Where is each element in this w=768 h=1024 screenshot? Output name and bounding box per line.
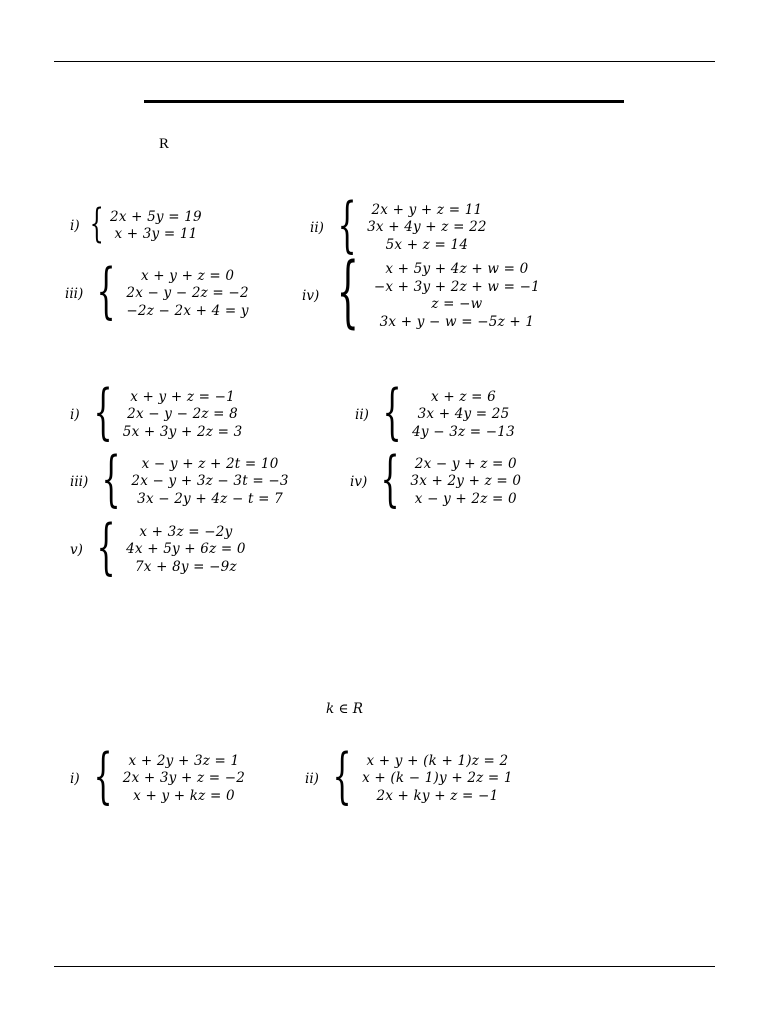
equation: 2x + ky + z = −1	[376, 787, 499, 804]
bottom-rule	[54, 966, 715, 967]
equation-list	[367, 202, 487, 255]
parameter-note: k ∈ R	[326, 701, 363, 717]
equation: −x + 3y + 2z + w = −1	[373, 278, 540, 295]
equation: 2x − y − 2z = −2	[126, 285, 249, 302]
system-2-v	[70, 512, 246, 582]
system-2-iv	[350, 444, 522, 514]
left-brace: {	[89, 201, 104, 247]
system-label: iv)	[302, 288, 320, 304]
equation: x + 3y = 11	[114, 226, 198, 242]
system-2-i	[70, 377, 243, 447]
equation: 3x + 2y + z = 0	[410, 473, 522, 490]
equation: x + y + z = −1	[130, 388, 235, 405]
system-1-i	[70, 201, 202, 247]
system-label: ii)	[310, 220, 324, 236]
equation: 2x + 3y + z = −2	[122, 770, 246, 787]
left-brace: {	[93, 377, 113, 447]
header-r-label: R	[159, 136, 170, 152]
equation-list	[126, 268, 248, 321]
system-label: i)	[70, 218, 80, 234]
equation: x + (k − 1)y + 2z = 1	[362, 770, 513, 787]
equation-list	[374, 261, 540, 331]
system-label: v)	[70, 542, 83, 558]
equation-list	[110, 209, 202, 244]
equation: 4x + 5y + 6z = 0	[126, 541, 246, 558]
equation: 4y − 3z = −13	[412, 423, 515, 440]
system-label: i)	[70, 771, 80, 787]
equation: 3x + y − w = −5z + 1	[379, 313, 535, 330]
equation: 3x − 2y + 4z − t = 7	[137, 490, 283, 507]
equation: x + 3z = −2y	[139, 523, 233, 540]
equation: z = −w	[431, 296, 483, 312]
equation: 3x + 4y = 25	[417, 406, 510, 423]
equation-list	[123, 753, 245, 806]
left-brace: {	[96, 512, 116, 582]
equation: x + y + (k + 1)z = 2	[366, 752, 509, 769]
system-3-i	[70, 741, 246, 811]
left-brace: {	[93, 741, 113, 811]
left-brace: {	[332, 741, 352, 811]
equation: −2z − 2x + 4 = y	[126, 302, 249, 319]
system-label: ii)	[305, 771, 319, 787]
left-brace: {	[96, 256, 116, 326]
left-brace: {	[337, 190, 357, 260]
equation: x + y + z = 0	[140, 267, 235, 284]
equation: x + z = 6	[431, 388, 496, 405]
equation: x + y + kz = 0	[133, 787, 235, 804]
title-rule	[144, 100, 624, 103]
equation: 5x + z = 14	[385, 236, 469, 253]
equation: 2x − y + 3z − 3t = −3	[131, 473, 289, 490]
equation: x + 5y + 4z + w = 0	[385, 261, 529, 277]
system-2-ii	[355, 377, 515, 447]
equation: 5x + 3y + 2z = 3	[122, 423, 243, 440]
equation-list	[410, 456, 521, 509]
left-brace: {	[336, 247, 360, 337]
equation-list	[362, 753, 513, 806]
system-label: iii)	[70, 474, 89, 490]
equation: x + 2y + 3z = 1	[128, 752, 240, 769]
system-3-ii	[305, 741, 513, 811]
equation: 2x + 5y = 19	[110, 208, 202, 225]
system-label: iii)	[65, 286, 84, 302]
equation: 7x + 8y = −9z	[134, 558, 237, 575]
left-brace: {	[380, 444, 400, 514]
equation-list	[412, 389, 515, 442]
system-1-iv	[302, 247, 540, 337]
left-brace: {	[382, 377, 402, 447]
equation: x − y + z + 2t = 10	[141, 455, 279, 472]
equation: 2x + y + z = 11	[371, 201, 483, 218]
system-1-iii	[65, 256, 249, 326]
equation: 3x + 4y + z = 22	[367, 219, 487, 236]
equation: 2x − y − 2z = 8	[127, 406, 238, 423]
equation: 2x − y + z = 0	[414, 455, 517, 472]
system-2-iii	[70, 444, 289, 514]
system-label: i)	[70, 407, 80, 423]
left-brace: {	[101, 444, 121, 514]
equation: x − y + 2z = 0	[414, 490, 517, 507]
equation-list	[123, 389, 243, 442]
equation-list	[126, 524, 246, 577]
equation-list	[131, 456, 288, 509]
top-rule	[54, 61, 715, 62]
system-label: iv)	[350, 474, 368, 490]
system-label: ii)	[355, 407, 369, 423]
